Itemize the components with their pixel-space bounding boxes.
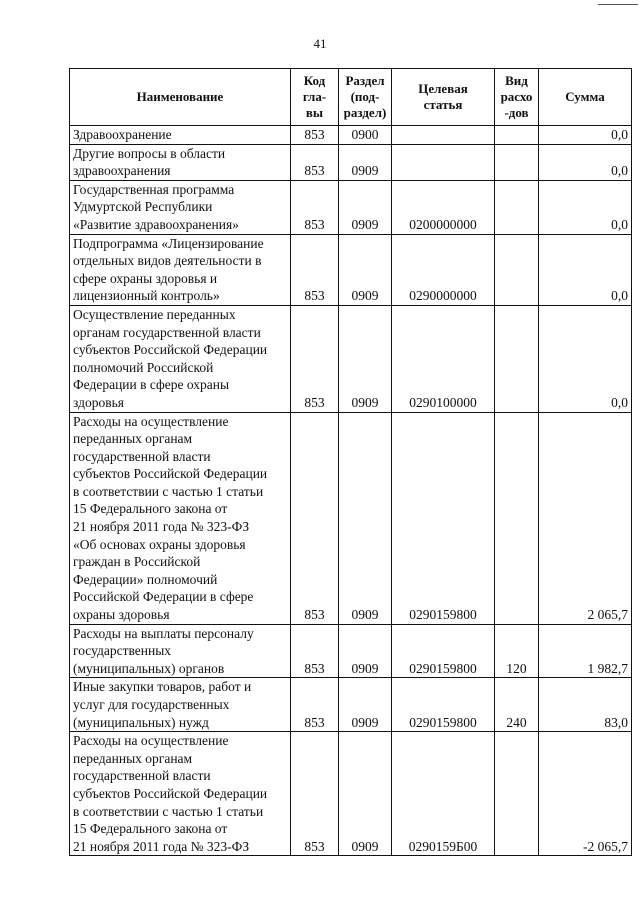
header-sum: Сумма [539,69,632,126]
row-name-line: Иные закупки товаров, работ и [73,679,252,695]
row-sum: 0,0 [539,144,632,180]
row-name [70,732,291,856]
row-sum: 83,0 [539,678,632,732]
row-name-line: Расходы на осуществление [73,413,229,429]
header-section: Раздел (под- раздел) [339,69,392,126]
header-row [70,69,632,126]
row-name [70,234,291,305]
row-code: 853 [291,412,339,624]
row-name [70,412,291,624]
row-target: 0290100000 [392,305,495,412]
table-row [70,732,632,856]
row-type: 240 [495,678,539,732]
budget-table [69,68,632,856]
row-name-line: Здравоохранение [73,127,172,142]
table-row [70,234,632,305]
row-target: 0200000000 [392,180,495,234]
row-name-line: Осуществление переданных [73,306,236,322]
row-name-line: в соответствии с частью 1 статьи [73,483,264,499]
row-name-line: (муниципальных) нужд [73,714,209,730]
table-row [70,180,632,234]
row-name-line: полномочий Российской [73,359,214,375]
row-name [70,144,291,180]
row-name-line: услуг для государственных [73,697,230,712]
row-code: 853 [291,305,339,412]
page-number: 41 [313,36,327,51]
row-sum: 2 065,7 [539,412,632,624]
row-target: 0290159Б00 [392,732,495,856]
row-name-line: Удмуртской Республики [73,199,213,215]
row-name-line: в соответствии с частью 1 статьи [73,803,264,819]
row-name-line: «Развитие здравоохранения» [73,216,239,232]
table-row [70,624,632,678]
row-name [70,180,291,234]
row-name-line: переданных органам [73,431,193,447]
row-code: 853 [291,126,339,145]
table-row [70,412,632,624]
row-name-line: переданных органам [73,750,193,766]
row-section: 0909 [339,732,392,856]
row-name-line: государственной власти [73,768,211,784]
row-code: 853 [291,144,339,180]
row-sum: -2 065,7 [539,732,632,856]
row-type [495,305,539,412]
row-name [70,678,291,732]
row-name-line: Расходы на осуществление [73,733,229,749]
row-target: 0290159800 [392,412,495,624]
row-section: 0909 [339,305,392,412]
row-name-line: Расходы на выплаты персоналу [73,625,254,641]
row-type [495,234,539,305]
row-target [392,126,495,145]
row-target [392,144,495,180]
row-section: 0900 [339,126,392,145]
row-code: 853 [291,234,339,305]
table-row [70,126,632,145]
row-name-line: лицензионный контроль» [73,288,220,304]
row-type [495,144,539,180]
row-name-line: «Об основах охраны здоровья [73,536,246,552]
row-code: 853 [291,180,339,234]
row-section: 0909 [339,412,392,624]
row-name-line: здоровья [73,394,124,410]
row-name-line: охраны здоровья [73,607,170,623]
row-sum: 1 982,7 [539,624,632,678]
row-section: 0909 [339,180,392,234]
row-type [495,732,539,856]
row-name-line: Государственная программа [73,181,235,197]
header-code: Код гла- вы [291,69,339,126]
header-type: Вид расхо -дов [495,69,539,126]
row-name [70,305,291,412]
row-name-line: Подпрограмма «Лицензирование [73,235,264,251]
header-name: Наименование [70,69,291,126]
row-section: 0909 [339,678,392,732]
corner-line [598,4,638,5]
row-type [495,126,539,145]
row-name-line: органам государственной власти [73,324,261,340]
row-code: 853 [291,732,339,856]
row-name-line: сфере охраны здоровья и [73,270,218,286]
row-sum: 0,0 [539,180,632,234]
table-row [70,305,632,412]
row-name-line: государственной власти [73,448,211,464]
row-name-line: отдельных видов деятельности в [73,253,262,269]
row-name-line: субъектов Российской Федерации [73,466,268,482]
row-type [495,180,539,234]
row-section: 0909 [339,144,392,180]
row-name-line: субъектов Российской Федерации [73,785,268,801]
row-name [70,624,291,678]
header-target: Целевая статья [392,69,495,126]
table-row [70,144,632,180]
row-name-line: государственных [73,643,172,659]
row-name-line: 21 ноября 2011 года № 323-ФЗ [73,519,250,535]
row-name-line: Федерации в сфере охраны [73,377,230,393]
row-name-line: (муниципальных) органов [73,660,225,676]
row-name-line: Другие вопросы в области [73,145,226,161]
row-section: 0909 [339,624,392,678]
row-code: 853 [291,624,339,678]
row-name-line: Федерации» полномочий [73,571,218,587]
row-target: 0290000000 [392,234,495,305]
row-name-line: 21 ноября 2011 года № 323-ФЗ [73,838,250,854]
row-sum: 0,0 [539,234,632,305]
row-name-line: Российской Федерации в сфере [73,589,254,605]
row-name-line: субъектов Российской Федерации [73,342,268,358]
row-code: 853 [291,678,339,732]
row-sum: 0,0 [539,126,632,145]
table-row [70,678,632,732]
row-type [495,412,539,624]
row-name-line: граждан в Российской [73,554,201,570]
row-name [70,126,291,145]
row-target: 0290159800 [392,678,495,732]
row-name-line: 15 Федерального закона от [73,821,228,837]
row-section: 0909 [339,234,392,305]
row-name-line: здравоохранения [73,163,171,179]
row-sum: 0,0 [539,305,632,412]
row-type: 120 [495,624,539,678]
row-name-line: 15 Федерального закона от [73,501,228,517]
row-target: 0290159800 [392,624,495,678]
